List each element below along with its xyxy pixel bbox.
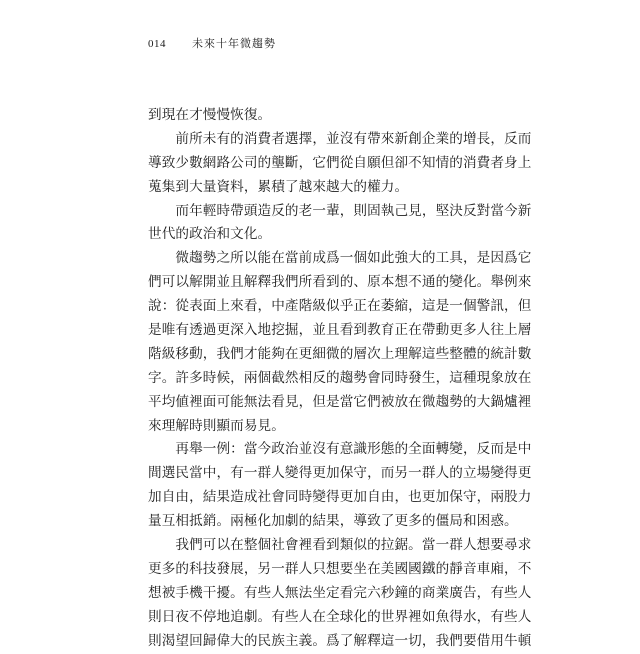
text-line: 世代的政治和文化。	[148, 226, 272, 243]
book-title: 未來十年微趨勢	[192, 37, 276, 50]
text-line: 則渴望回歸偉大的民族主義。爲了解釋這一切，我們要借用牛頓	[148, 632, 532, 649]
text-line: 再舉一例：當今政治並沒有意識形態的全面轉變，反而是中	[148, 441, 532, 458]
text-line: 加自由，結果造成社會同時變得更加自由，也更加保守，兩股力	[148, 489, 532, 506]
text-line: 想被手機干擾。有些人無法坐定看完六秒鐘的商業廣告，有些人	[148, 584, 532, 601]
text-line: 平均値裡面可能無法看見，但是當它們被放在微趨勢的大鍋爐裡	[148, 393, 532, 410]
running-head	[148, 37, 276, 51]
text-line: 導致少數網路公司的壟斷，它們從自願但卻不知情的消費者身上	[148, 154, 532, 171]
text-line: 們可以解開並且解釋我們所看到的、原本想不通的變化。舉例來	[148, 274, 532, 291]
text-line: 說：從表面上來看，中產階級似乎正在萎縮，這是一個警訊，但	[148, 298, 532, 315]
text-line: 更多的科技發展，另一群人只想要坐在美國國鐵的靜音車廂，不	[148, 560, 532, 577]
text-line: 來理解時則顯而易見。	[148, 417, 285, 434]
page-number: 014	[148, 38, 166, 50]
text-line: 微趨勢之所以能在當前成爲一個如此強大的工具，是因爲它	[148, 250, 532, 267]
text-line: 到現在才慢慢恢復。	[148, 107, 272, 123]
text-line: 而年輕時帶頭造反的老一輩，則固執己見，堅決反對當今新	[148, 202, 532, 219]
text-line: 前所未有的消費者選擇，並沒有帶來新創企業的增長，反而	[148, 130, 532, 147]
text-line: 則日夜不停地追劇。有些人在全球化的世界裡如魚得水，有些人	[148, 608, 532, 625]
text-line: 字。許多時候，兩個截然相反的趨勢會同時發生，這種現象放在	[148, 369, 532, 386]
text-line: 我們可以在整個社會裡看到類似的拉鋸。當一群人想要尋求	[148, 537, 532, 554]
text-line: 量互相抵銷。兩極化加劇的結果，導致了更多的僵局和困惑。	[148, 513, 518, 530]
body-text	[148, 104, 532, 653]
text-line: 階級移動，我們才能夠在更細微的層次上理解這些整體的統計數	[148, 345, 532, 362]
text-line: 蒐集到大量資料，累積了越來越大的權力。	[148, 178, 409, 195]
text-line: 間選民當中，有一群人變得更加保守，而另一群人的立場變得更	[148, 465, 532, 482]
text-line: 是唯有透過更深入地挖掘，並且看到教育正在帶動更多人往上層	[148, 322, 532, 339]
